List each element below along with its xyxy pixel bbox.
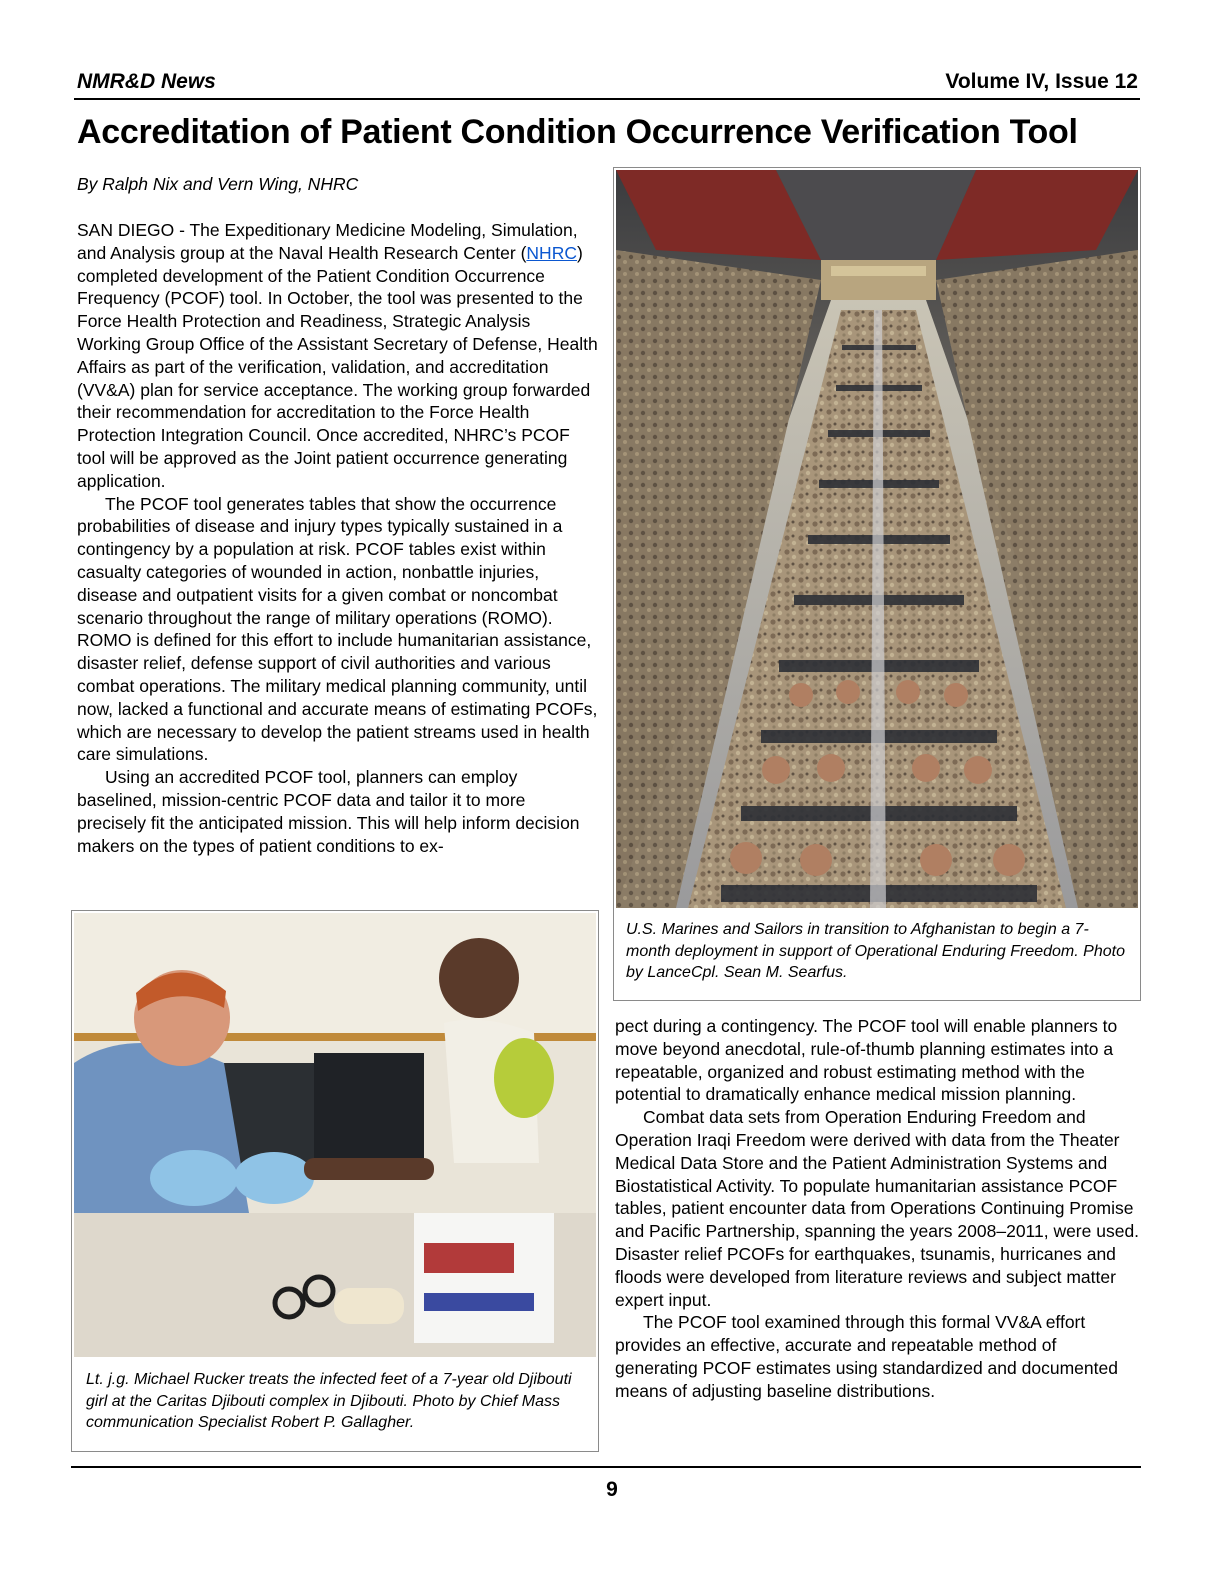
aircraft-caption: U.S. Marines and Sailors in transition to Afghanistan to begin a 7-month deployment in support of Operational Enduring Freedom. Photo by LanceCpl. Sean M. Searfus.	[626, 921, 1125, 981]
paragraph-3-end: pect during a contingency. The PCOF tool will enable planners to move beyond anecdotal, rule-of-thumb planning estimates into a repeatable, organized and robust estimating method with the potential to dramatically enhance medical mission planning.	[615, 1016, 1118, 1105]
clinic-figure	[71, 910, 599, 1452]
page-number: 9	[606, 1478, 618, 1501]
aircraft-photo	[616, 170, 1138, 908]
article-byline: By Ralph Nix and Vern Wing, NHRC	[77, 174, 359, 194]
paragraph-2: The PCOF tool generates tables that show the occurrence probabilities of disease and injury types typically sustained in a contingency by a population at risk. PCOF tables exist within casualty categories of wounded in action, nonbattle injuries, disease and outpatient visits for a given combat or noncombat scenario throughout the range of military operations (ROMO). ROMO is defined for this effort to include humanitarian assistance, disaster relief, defense support of civil authorities and various combat operations. The military medical planning community, until now, lacked a functional and accurate means of estimating PCOFs, which are necessary to develop the patient streams used in health care simulations.	[77, 493, 598, 765]
paragraph-3-start: Using an accredited PCOF tool, planners can employ baselined, mission-centric PCOF data and tailor it to more precisely fit the anticipated mission. This will help inform decision makers on the types of patient conditions to ex-	[77, 767, 580, 856]
nhrc-link[interactable]: NHRC	[526, 242, 577, 263]
clinic-caption: Lt. j.g. Michael Rucker treats the infected feet of a 7-year old Djibouti girl at the Caritas Djibouti complex in Djibouti. Photo by Chief Mass communication Specialist Robert P. Gallagher.	[86, 1371, 572, 1431]
article-column-left	[77, 219, 599, 857]
paragraph-4: Combat data sets from Operation Enduring Freedom and Operation Iraqi Freedom were derived with data from the Theater Medical Data Store and the Patient Administration Systems and Biostatistical Activity. To populate humanitarian assistance PCOF tables, patient encounter data from Operations Continuing Promise and Pacific Partnership, spanning the years 2008–2011, were used. Disaster relief PCOFs for earthquakes, tsunamis, hurricanes and floods were developed from literature reviews and subject matter expert input.	[615, 1107, 1140, 1310]
issue-label: Volume IV, Issue 12	[945, 70, 1138, 93]
paragraph-1: SAN DIEGO - The Expeditionary Medicine Modeling, Simulation, and Analysis group at the Naval Health Research Center (NHRC) completed development of the Patient Condition Occurrence Frequency (PCOF) tool. In October, the tool was presented to the Force Health Protection and Readiness, Strategic Analysis Working Group Office of the Assistant Secretary of Defense, Health Affairs as part of the verification, validation, and accreditation (VV&A) plan for service acceptance. The working group forwarded their recommendation for accreditation to the Force Health Protection Integration Council. Once accredited, NHRC’s PCOF tool will be approved as the Joint patient occurrence generating application.	[77, 220, 598, 491]
footer-divider	[71, 1466, 1141, 1468]
aircraft-figure	[613, 167, 1141, 1001]
paragraph-5: The PCOF tool examined through this formal VV&A effort provides an effective, accurate and repeatable method of generating PCOF estimates using standardized and documented means of adjusting baseline distributions.	[615, 1312, 1118, 1401]
header-divider	[74, 98, 1140, 100]
clinic-photo	[74, 913, 596, 1357]
article-title: Accreditation of Patient Condition Occurrence Verification Tool	[77, 113, 1078, 151]
publication-name: NMR&D News	[77, 70, 216, 93]
article-column-right	[615, 1015, 1140, 1403]
